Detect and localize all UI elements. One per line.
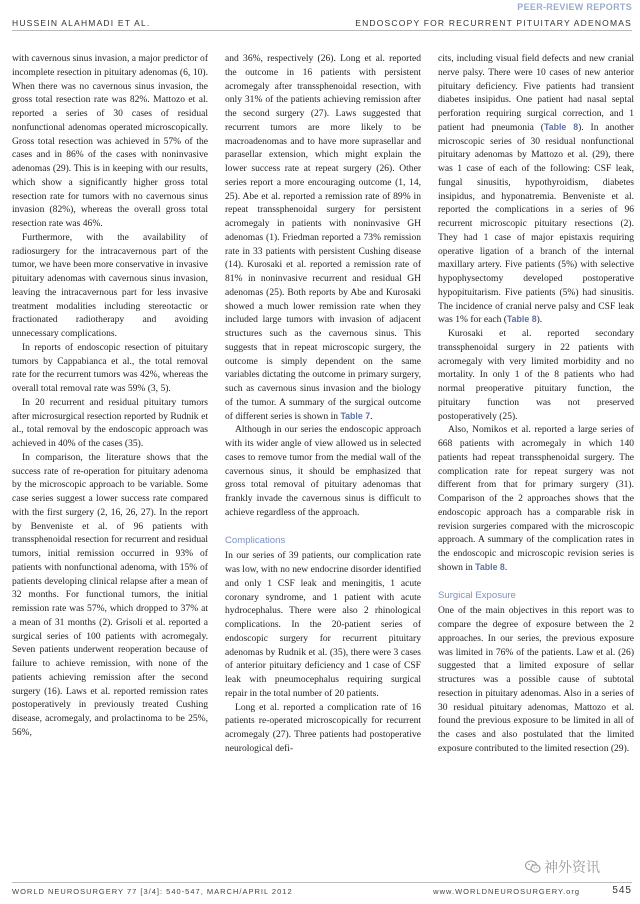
paragraph-text: Also, Nomikos et al. reported a large series of 668 patients with acromegaly in which 140 patients had repeat transsphenoidal surgery. The complication rate for repeat surgery was not different from that for primary surgery (31). Comparison of the 2 approaches shows that the endoscopic approach has a comparable risk in revision surgeries compared with the microscopic approach. A summary of the complication rates in the endoscopic and microscopic revision series is shown in (438, 424, 634, 573)
table-7-link[interactable]: Table 7 (340, 410, 371, 421)
paragraph-text: and 36%, respectively (26). Long et al. reported the outcome in 16 patients with persistent acromegaly after transsphenoidal resection, with only 31% of the patients achieving remission after the second surgery (27). Laws suggested that recurrent tumors are more likely to be macroadenomas and to have more suprasellar and parasellar extension, which might explain the lower success rate at repeat surgery (26). Other series report a more encouraging outcome (1, 14, 25). Abe et al. reported a remission rate of 89% in repeat transsphenoidal surgery for persistent acromegaly in patients with noninvasive GH adenomas (1). Friedman reported a 73% remission rate in 33 patients with persistent Cushing disease (14). Kurosaki et al. reported a remission rate of 81% in noninvasive recurrent and residual GH adenomas (25). Both reports by Abe and Kurosaki showed a much lower remission rate when they included large tumors with invasion of adjacent structures such as the cavernous sinus. This suggests that in repeat microscopic surgery, the outcome is simply dependent on the same variables dictating the outcome in primary surgery, such as cavernous sinus invasion and the biology of the tumor. A summary of the surgical outcome of different series is shown in (225, 53, 421, 422)
top-bar (0, 0, 640, 13)
paragraph (225, 52, 421, 423)
paragraph-text: cits, including visual field defects and new cranial nerve palsy. There were 10 cases of new anterior pituitary deficiency. Five patients had transient diabetes insipidus. One patient had nasal septal perforation requiring surgical correction, and 1 patient had pneumonia ( (438, 53, 634, 133)
paragraph: In our series of 39 patients, our complication rate was low, with no new endocrine disorder identified and only 1 CSF leak and meningitis, 1 acute coronary syndrome, and 1 patient with acute hydrocephalus. There were also 2 rhinological complications. In the 20-patient series of endoscopic surgery for recurrent pituitary adenomas by Rudnik et al. (35), there were 3 cases of anterior pituitary deficiency and 1 case of CSF leak with pneumocephalus requiring surgical repair in the total number of 20 patients. (225, 550, 421, 699)
running-head (12, 16, 632, 31)
paragraph (438, 423, 634, 574)
paragraph: with cavernous sinus invasion, a major predictor of incomplete resection in pituitary adenomas (6, 10). When there was no cavernous sinus invasion, the gross total resection rate was 82%. Mattozo et al. reported a series of 30 cases of residual nonfunctional adenomas operated microscopically. Gross total resection was achieved in 57% of the cases and in 86% of the cases with noninvasive adenomas (29). This is in keeping with our results, which show a significantly higher gross total resection rate for tumors with no cavernous sinus invasion (82%), whereas the overall gross total resection rate was 46%. (12, 53, 208, 229)
paragraph: Long et al. reported a complication rate of 16 patients re-operated microscopically for recurrent acromegaly (27). Three patients had postoperative neurological defi- (225, 701, 421, 754)
journal-url[interactable]: www.WORLDNEUROSURGERY.org (433, 887, 580, 896)
paragraph: In reports of endoscopic resection of pituitary tumors by Cappabianca et al., the total removal rate for the recurrent tumors was 42%, whereas the overall total removal rate was 59% (3, 5). (12, 341, 208, 394)
wechat-icon (525, 860, 541, 874)
paragraph-text: ). In another microscopic series of 30 residual nonfunctional pituitary adenomas by Mattozo et al. (29), there was 1 case of each of the following: CSF leak, fungal sinusitis, hypothyroidism, diabetes insipidus, and hyponatremia. Benveniste et al. reported the complications in a series of 96 recurrent microscopic pituitary resections (2). They had 1 case of major epistaxis requiring operative ligation of a branch of the internal maxillary artery. Five patients (5%) with selective hypophysectomy developed postoperative hypopituitarism. Five patients (5%) had sinusitis. The incidence of cranial nerve palsy and CSF leak was 1% for each ( (438, 121, 634, 326)
journal-citation: WORLD NEUROSURGERY 77 [3/4]: 540-547, MARCH/APRIL 2012 (12, 887, 293, 896)
page-number: 545 (612, 885, 632, 896)
running-head-title: ENDOSCOPY FOR RECURRENT PITUITARY ADENOMAS (355, 18, 632, 28)
paragraph: In comparison, the literature shows that the success rate of re-operation for pituitary adenoma by the microscopic approach to be variable. Some case series suggest a lower success rate compared with the first surgery (2, 16, 26, 27). In the report by Benveniste et al. of 96 patients with transsphenoidal resection for recurrent and residual tumors, initial remission occurred in 93% of patients with nonfunctional adenoma, with 15% of patients developing clinical relapse after a mean of 32 months. For functional tumors, the initial remission rate was 57%, which dropped to 37% at a mean of 31 months (2). Grisoli et al. reported a surgical series of 100 patients with acromegaly. Seven patients underwent reoperation because of failure to achieve remission, with none of the patients achieving remission after the second surgery (16). Laws et al. reported remission rates postoperatively in previously treated Cushing disease, acromegaly, and prolactinoma to be 25%, 56%, (12, 451, 208, 738)
section-label: PEER-REVIEW REPORTS (517, 2, 632, 12)
watermark-text: 神外资讯 (544, 860, 600, 876)
paragraph: Kurosaki et al. reported secondary transsphenoidal surgery in 22 patients with acromegaly with very limited morbidity and no mortality. In only 1 of the 8 patients who had normal preoperative pituitary function, the pituitary function was not preserved postoperatively (25). (438, 328, 634, 422)
section-heading-surgical-exposure: Surgical Exposure (438, 589, 516, 601)
watermark (525, 857, 600, 877)
table-8-link[interactable]: Table 8 (506, 314, 537, 325)
paragraph (438, 52, 634, 327)
running-head-authors: HUSSEIN ALAHMADI ET AL. (12, 18, 151, 28)
paragraph-text: . (370, 410, 373, 422)
table-8-link[interactable]: Table 8 (475, 561, 505, 572)
paragraph-text: ). (536, 314, 543, 326)
footer (12, 882, 632, 897)
section-heading-complications: Complications (225, 534, 286, 546)
paragraph: In 20 recurrent and residual pituitary tumors after microsurgical resection reported by Rudnik et al., total removal by the endoscopic approach was achieved in 40% of the cases (35). (12, 396, 208, 449)
paragraph: One of the main objectives in this report was to compare the degree of exposure between the 2 approaches. In our series, the previous exposure was limited in 76% of the patients. Law et al. (26) suggested that a limited exposure of sellar structures was a possible cause of subtotal resection in pituitary adenomas. Also in a series of 30 residual pituitary adenomas, Mattozo et al. found the previous exposure to be limited in all of the cases and also postulated that the limited exposure contributed to the limited resection (29). (438, 605, 634, 754)
paragraph: Furthermore, with the availability of radiosurgery for the intracavernous part of the tumor, we have been more conservative in invasive pituitary adenomas with cavernous sinus invasion, leaving the intracavernous part for less invasive treatment modalities including stereotactic or fractionated radiotherapy and avoiding unnecessary complications. (12, 231, 208, 339)
column-1 (12, 52, 208, 740)
paragraph: Although in our series the endoscopic approach with its wider angle of view allowed us in selected cases to remove tumor from the medial wall of the cavernous sinus, it should be emphasized that gross total removal of pituitary adenomas that frankly invade the cavernous sinus is difficult to achieve regardless of the approach. (225, 424, 421, 518)
column-2 (225, 52, 421, 756)
paragraph-text: . (504, 561, 508, 573)
table-8-link[interactable]: Table 8 (543, 121, 579, 132)
column-3 (438, 52, 634, 756)
